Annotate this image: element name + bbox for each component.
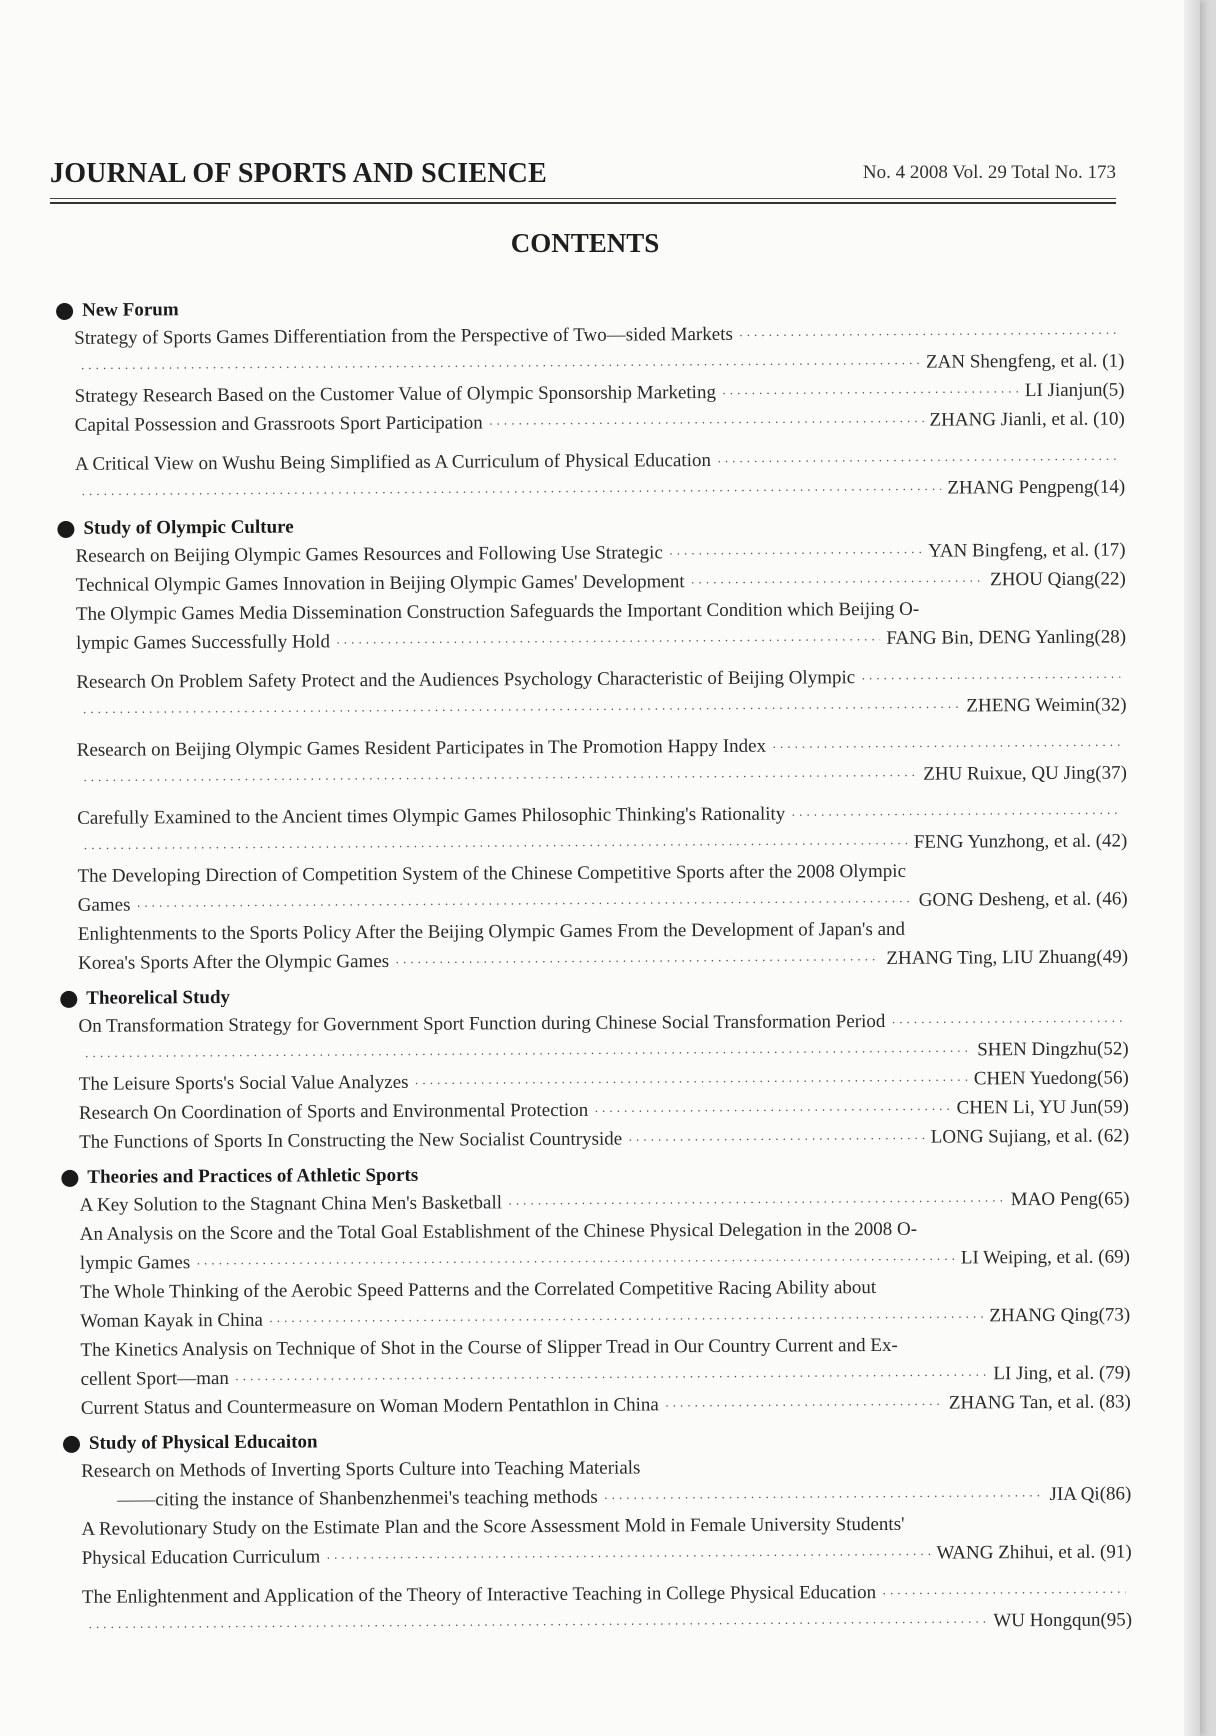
entry-author-page: CHEN Li, YU Jun(59) bbox=[956, 1096, 1130, 1119]
toc-line bbox=[76, 622, 1126, 657]
header-rule-thin bbox=[50, 198, 1116, 199]
toc-entry[interactable] bbox=[75, 443, 1125, 507]
leader-dots bbox=[691, 566, 985, 597]
toc-line bbox=[81, 1387, 1131, 1422]
entry-author-page: ZHOU Qiang(22) bbox=[990, 568, 1126, 591]
toc-entry[interactable] bbox=[79, 1184, 1129, 1219]
leader-dots bbox=[508, 1186, 1005, 1218]
entry-author-page: CHEN Yuedong(56) bbox=[973, 1067, 1129, 1090]
leader-dots bbox=[326, 1540, 930, 1573]
issue-info: No. 4 2008 Vol. 29 Total No. 173 bbox=[862, 162, 1116, 183]
entry-author-page: ZHU Ruixue, QU Jing(37) bbox=[923, 762, 1127, 785]
leader-dots bbox=[82, 692, 960, 726]
leader-dots bbox=[489, 407, 924, 439]
scan-edge bbox=[1184, 0, 1200, 1736]
entry-title-text: The Leisure Sports's Social Value Analyzes bbox=[78, 1071, 409, 1095]
entry-author-page: ZHANG Jianli, et al. (10) bbox=[929, 408, 1125, 431]
toc-line bbox=[79, 1121, 1129, 1156]
bullet-icon bbox=[63, 1435, 80, 1452]
leader-dots bbox=[665, 1390, 943, 1421]
toc-entry[interactable] bbox=[79, 1121, 1129, 1156]
toc-entry[interactable] bbox=[77, 855, 1127, 919]
section-title: Study of Physical Educaiton bbox=[88, 1431, 318, 1454]
leader-dots bbox=[594, 1095, 951, 1126]
entry-title-text: The Developing Direction of Competition System of the Chinese Competitive Sports after the 2008 Olympic bbox=[77, 860, 907, 887]
entry-title-text: cellent Sport—man bbox=[80, 1367, 229, 1390]
leader-dots bbox=[722, 377, 1019, 408]
entry-title-text: Research On Coordination of Sports and Environmental Protection bbox=[78, 1099, 589, 1124]
toc-entry[interactable] bbox=[76, 564, 1126, 599]
entry-title-text: A Revolutionary Study on the Estimate Plan and the Score Assessment Mold in Female University Students' bbox=[81, 1513, 905, 1540]
section-title: Theories and Practices of Athletic Sports bbox=[87, 1164, 419, 1188]
entry-author-page: WU Hongqun(95) bbox=[993, 1609, 1133, 1632]
toc-line bbox=[78, 942, 1128, 977]
toc-line bbox=[75, 404, 1125, 439]
leader-dots bbox=[395, 945, 880, 977]
toc-entry[interactable] bbox=[75, 404, 1125, 439]
bullet-icon bbox=[57, 520, 74, 537]
toc-entry[interactable] bbox=[81, 1450, 1131, 1514]
toc-line bbox=[76, 564, 1126, 599]
entry-author-page: JIA Qi(86) bbox=[1049, 1483, 1132, 1505]
entry-title-text: An Analysis on the Score and the Total Goal Establishment of the Chinese Physical Delegation in the 2008 O- bbox=[79, 1218, 918, 1245]
leader-dots bbox=[891, 1006, 1122, 1036]
entry-author-page: LI Jianjun(5) bbox=[1024, 379, 1125, 402]
entry-author-page: ZHENG Weimin(32) bbox=[966, 694, 1127, 717]
entry-title-text: Research on Beijing Olympic Games Resources and Following Use Strategic bbox=[75, 542, 663, 567]
toc-entry[interactable] bbox=[78, 1005, 1128, 1069]
toc-entry[interactable] bbox=[74, 317, 1124, 381]
toc-entry[interactable] bbox=[76, 661, 1126, 725]
leader-dots bbox=[604, 1481, 1044, 1513]
entry-author-page: ZAN Shengfeng, et al. (1) bbox=[925, 350, 1125, 373]
entry-title-text: On Transformation Strategy for Government Sport Function during Chinese Social Transformation Period bbox=[78, 1010, 886, 1037]
entry-title-text: Physical Education Curriculum bbox=[81, 1546, 321, 1569]
leader-dots bbox=[772, 731, 1121, 762]
toc-line bbox=[79, 1184, 1129, 1219]
bullet-icon bbox=[60, 990, 77, 1007]
entry-author-page: YAN Bingfeng, et al. (17) bbox=[928, 539, 1126, 562]
entry-title-text: Enlightenments to the Sports Policy After the Beijing Olympic Games From the Development of Japan's and bbox=[77, 918, 906, 945]
entry-title-text: The Enlightenment and Application of the Theory of Interactive Teaching in College Physical Education bbox=[81, 1582, 877, 1608]
entry-title-text: ——citing the instance of Shanbenzhenmei's teaching methods bbox=[117, 1486, 598, 1511]
journal-title: JOURNAL OF SPORTS AND SCIENCE bbox=[50, 158, 547, 189]
entry-title-text: A Critical View on Wushu Being Simplified as A Curriculum of Physical Education bbox=[74, 450, 712, 475]
entry-author-page: FANG Bin, DENG Yanling(28) bbox=[886, 626, 1127, 649]
entry-author-page: SHEN Dingzhu(52) bbox=[977, 1038, 1129, 1061]
entry-title-text: The Whole Thinking of the Aerobic Speed Patterns and the Correlated Competitive Racing Ability about bbox=[80, 1277, 877, 1303]
leader-dots bbox=[81, 475, 941, 509]
entry-title-text: Research on Methods of Inverting Sports Culture into Teaching Materials bbox=[81, 1457, 641, 1482]
entry-author-page: ZHANG Qing(73) bbox=[989, 1304, 1131, 1327]
leader-dots bbox=[739, 319, 1119, 350]
entry-title-text: The Kinetics Analysis on Technique of Shot in the Course of Slipper Tread in Our Country Current and Ex- bbox=[80, 1334, 898, 1361]
leader-dots bbox=[882, 1577, 1126, 1607]
entry-author-page: FENG Yunzhong, et al. (42) bbox=[913, 830, 1128, 853]
entry-title-text: The Functions of Sports In Constructing the New Socialist Countryside bbox=[79, 1128, 623, 1153]
leader-dots bbox=[235, 1360, 988, 1394]
entry-title-text: Korea's Sports After the Olympic Games bbox=[78, 950, 390, 974]
leader-dots bbox=[791, 799, 1121, 830]
leader-dots bbox=[83, 761, 917, 795]
toc-entry[interactable] bbox=[81, 1387, 1131, 1422]
toc-entry[interactable] bbox=[81, 1508, 1131, 1572]
entry-title-text: Woman Kayak in China bbox=[80, 1309, 263, 1332]
toc-entry[interactable] bbox=[78, 913, 1128, 977]
contents-heading: CONTENTS bbox=[510, 228, 660, 258]
toc-entry[interactable] bbox=[80, 1271, 1130, 1335]
entry-title-text: lympic Games bbox=[79, 1252, 191, 1274]
toc-entry[interactable] bbox=[77, 729, 1127, 793]
leader-dots bbox=[669, 538, 923, 569]
entry-title-text: Carefully Examined to the Ancient times Olympic Games Philosophic Thinking's Rationality bbox=[77, 803, 786, 829]
section-title: Study of Olympic Culture bbox=[83, 516, 294, 539]
entry-title-text: lympic Games Successfully Hold bbox=[76, 631, 330, 654]
toc-line bbox=[82, 1537, 1132, 1572]
entry-title-text: Strategy of Sports Games Differentiation from the Perspective of Two—sided Markets bbox=[74, 323, 733, 349]
table-of-contents bbox=[56, 291, 1144, 1641]
toc-entry[interactable] bbox=[80, 1329, 1130, 1393]
toc-line bbox=[80, 1300, 1130, 1335]
toc-entry[interactable] bbox=[82, 1576, 1132, 1640]
leader-dots bbox=[88, 1607, 987, 1641]
leader-dots bbox=[336, 625, 881, 657]
entry-author-page: LI Jing, et al. (79) bbox=[993, 1362, 1131, 1385]
entry-title-text: A Key Solution to the Stagnant China Men's Basketball bbox=[79, 1192, 503, 1216]
entry-author-page: ZHANG Tan, et al. (83) bbox=[948, 1391, 1131, 1414]
entry-author-page: LONG Sujiang, et al. (62) bbox=[930, 1125, 1130, 1148]
entry-title-text: Strategy Research Based on the Customer Value of Olympic Sponsorship Marketing bbox=[74, 381, 716, 407]
toc-entry[interactable] bbox=[77, 797, 1127, 861]
leader-dots bbox=[414, 1065, 967, 1097]
leader-dots bbox=[861, 663, 1120, 694]
leader-dots bbox=[628, 1124, 925, 1155]
toc-entry[interactable] bbox=[76, 593, 1126, 657]
entry-author-page: ZHANG Ting, LIU Zhuang(49) bbox=[886, 946, 1129, 969]
entry-author-page: ZHANG Pengpeng(14) bbox=[947, 476, 1126, 499]
section-title: Theorelical Study bbox=[86, 986, 231, 1009]
entry-title-text: Technical Olympic Games Innovation in Beijing Olympic Games' Development bbox=[75, 571, 685, 596]
toc-line bbox=[81, 1479, 1131, 1514]
entry-title-text: Current Status and Countermeasure on Woman Modern Pentathlon in China bbox=[80, 1394, 659, 1419]
entry-author-page: WANG Zhihui, et al. (91) bbox=[936, 1541, 1132, 1564]
section-title: New Forum bbox=[82, 299, 179, 321]
bullet-icon bbox=[61, 1169, 78, 1186]
entry-title-text: Research On Problem Safety Protect and the Audiences Psychology Characteristic of Beijing Olympic bbox=[76, 667, 856, 693]
entry-title-text: Games bbox=[77, 894, 131, 916]
bullet-icon bbox=[56, 302, 73, 319]
entry-author-page: GONG Desheng, et al. (46) bbox=[918, 888, 1128, 911]
entry-title-text: Capital Possession and Grassroots Sport Participation bbox=[74, 412, 483, 436]
entry-title-text: Research on Beijing Olympic Games Resident Participates in The Promotion Happy Index bbox=[76, 735, 767, 761]
leader-dots bbox=[717, 445, 1119, 476]
header-rule-thick bbox=[50, 202, 1116, 204]
entry-author-page: LI Weiping, et al. (69) bbox=[960, 1246, 1130, 1269]
entry-title-text: The Olympic Games Media Dissemination Construction Safeguards the Important Condition which Beijing O- bbox=[75, 598, 920, 625]
toc-entry[interactable] bbox=[80, 1213, 1130, 1277]
entry-author-page: MAO Peng(65) bbox=[1010, 1188, 1130, 1211]
